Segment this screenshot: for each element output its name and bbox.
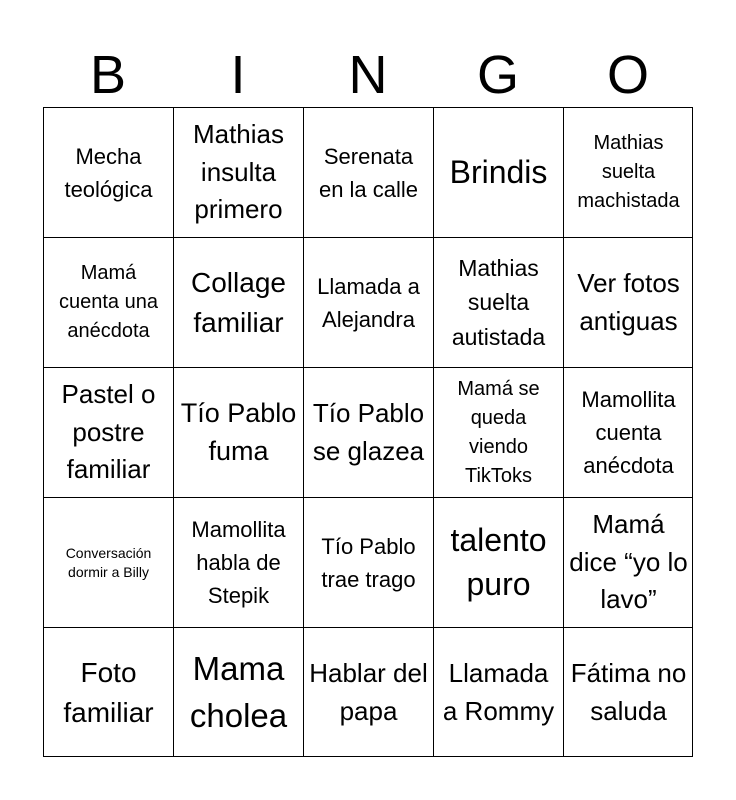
bingo-cell[interactable] [563,367,693,497]
bingo-cell[interactable] [563,237,693,367]
cell-text: Ver fotos antiguas [577,267,680,336]
cell-text: Mathias insulta primero [192,118,285,225]
cell-text: Mamá cuenta una anécdota [59,262,158,342]
cell-text: Conversación dormir a Billy [65,545,152,580]
bingo-cell[interactable] [433,237,563,367]
cell-text: Brindis [449,153,548,190]
header-letter-g: G [476,45,519,105]
cell-text: Mama cholea [189,650,288,734]
cell-text: Llamada a Alejandra [317,273,420,332]
bingo-cell[interactable] [43,497,173,627]
bingo-cell[interactable] [563,627,693,757]
cell-text: Foto familiar [63,657,154,728]
cell-text: Collage familiar [191,267,286,338]
bingo-header [43,44,693,106]
cell-text: Mathias suelta autistada [451,254,546,350]
cell-text: Mecha teológica [64,143,153,202]
bingo-card-grid [43,107,693,757]
bingo-cell[interactable] [43,237,173,367]
cell-text: talento puro [450,522,547,602]
bingo-cell[interactable] [563,107,693,237]
bingo-cell[interactable] [173,367,303,497]
header-letter-i: I [230,45,246,105]
cell-text: Tío Pablo trae trago [321,533,416,592]
header-letter-o: O [606,45,649,105]
bingo-cell[interactable] [433,107,563,237]
bingo-cell[interactable] [303,107,433,237]
bingo-cell[interactable] [43,107,173,237]
cell-text: Mamollita cuenta anécdota [581,387,676,478]
bingo-cell[interactable] [173,627,303,757]
cell-text: Serenata en la calle [318,143,419,202]
cell-text: Hablar del papa [309,657,428,726]
cell-text: Mathias suelta machistada [577,132,680,212]
cell-text: Mamá dice “yo lo lavo” [569,508,688,615]
cell-text: Llamada a Rommy [442,657,555,726]
header-letter-n: N [348,45,388,105]
bingo-cell[interactable] [173,237,303,367]
cell-text: Tío Pablo fuma [180,397,297,466]
cell-text: Tío Pablo se glazea [312,397,425,466]
header-letter-b: B [89,45,127,105]
bingo-cell[interactable] [563,497,693,627]
cell-text: Mamá se queda viendo TikToks [457,377,540,487]
bingo-cell[interactable] [433,497,563,627]
bingo-cell[interactable] [433,367,563,497]
cell-text: Pastel o postre familiar [61,378,156,485]
bingo-cell[interactable] [433,627,563,757]
bingo-cell[interactable] [303,627,433,757]
bingo-cell[interactable] [43,627,173,757]
bingo-cell[interactable] [43,367,173,497]
bingo-cell[interactable] [303,237,433,367]
cell-text: Mamollita habla de Stepik [191,517,286,608]
bingo-cell[interactable] [173,107,303,237]
bingo-cell[interactable] [173,497,303,627]
bingo-cell[interactable] [303,367,433,497]
cell-text: Fátima no saluda [570,657,687,726]
bingo-cell[interactable] [303,497,433,627]
